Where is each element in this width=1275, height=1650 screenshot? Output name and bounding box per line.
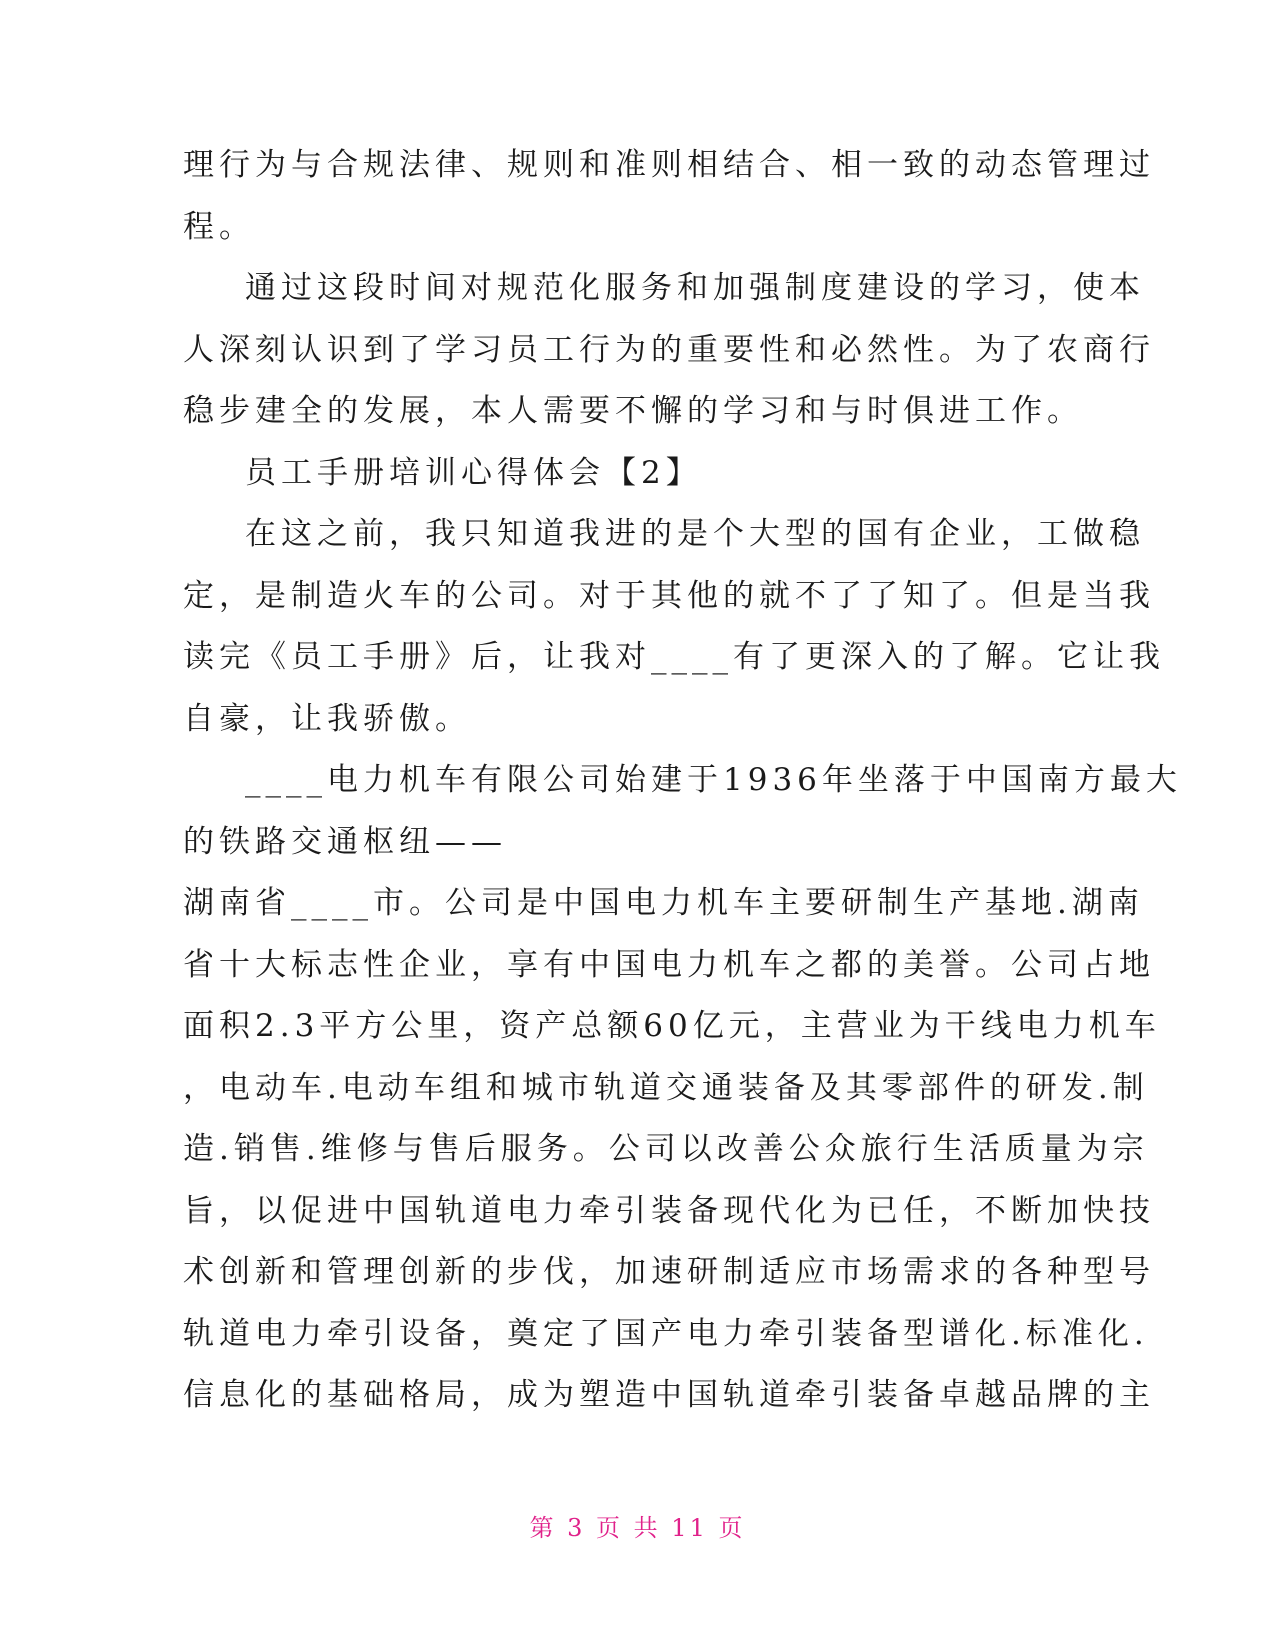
text-line: 程。 bbox=[183, 208, 255, 245]
text-line: 省十大标志性企业，享有中国电力机车之都的美誉。公司占地 bbox=[183, 946, 1155, 983]
text-line: 稳步建全的发展，本人需要不懈的学习和与时俱进工作。 bbox=[183, 393, 1083, 429]
text-line: 人深刻认识到了学习员工行为的重要性和必然性。为了农商行 bbox=[183, 331, 1155, 368]
page-number-footer: 第 3 页 共 11 页 bbox=[529, 1514, 746, 1542]
text-line: 术创新和管理创新的步伐，加速研制适应市场需求的各种型号 bbox=[183, 1254, 1155, 1290]
text-line: 理行为与合规法律、规则和准则相结合、相一致的动态管理过 bbox=[183, 147, 1155, 183]
text-line: ，电动车.电动车组和城市轨道交通装备及其零部件的研发.制 bbox=[183, 1069, 1149, 1106]
text-line: 定，是制造火车的公司。对于其他的就不了了知了。但是当我 bbox=[183, 577, 1155, 614]
text-line: 轨道电力牵引设备，奠定了国产电力牵引装备型谱化.标准化. bbox=[183, 1315, 1149, 1352]
text-line: 读完《员工手册》后，让我对____有了更深入的了解。它让我 bbox=[183, 639, 1165, 675]
document-body bbox=[183, 135, 1182, 1427]
text-line: 自豪，让我骄傲。 bbox=[183, 700, 471, 737]
text-line: 湖南省____市。公司是中国电力机车主要研制生产基地.湖南 bbox=[183, 885, 1144, 921]
paragraph-start-line: 通过这段时间对规范化服务和加强制度建设的学习，使本 bbox=[245, 270, 1145, 306]
text-line: 旨，以促进中国轨道电力牵引装备现代化为已任，不断加快技 bbox=[183, 1192, 1155, 1229]
section-heading: 员工手册培训心得体会【2】 bbox=[245, 454, 702, 491]
text-line: 面积2.3平方公里，资产总额60亿元，主营业为干线电力机车 bbox=[183, 1008, 1161, 1044]
text-line: 信息化的基础格局，成为塑造中国轨道牵引装备卓越品牌的主 bbox=[183, 1377, 1155, 1413]
text-line: 的铁路交通枢纽—— bbox=[183, 823, 507, 860]
paragraph-start-line: ____电力机车有限公司始建于1936年坐落于中国南方最大 bbox=[245, 762, 1182, 798]
text-line: 造.销售.维修与售后服务。公司以改善公众旅行生活质量为宗 bbox=[183, 1131, 1149, 1167]
paragraph-start-line: 在这之前，我只知道我进的是个大型的国有企业，工做稳 bbox=[245, 516, 1145, 552]
